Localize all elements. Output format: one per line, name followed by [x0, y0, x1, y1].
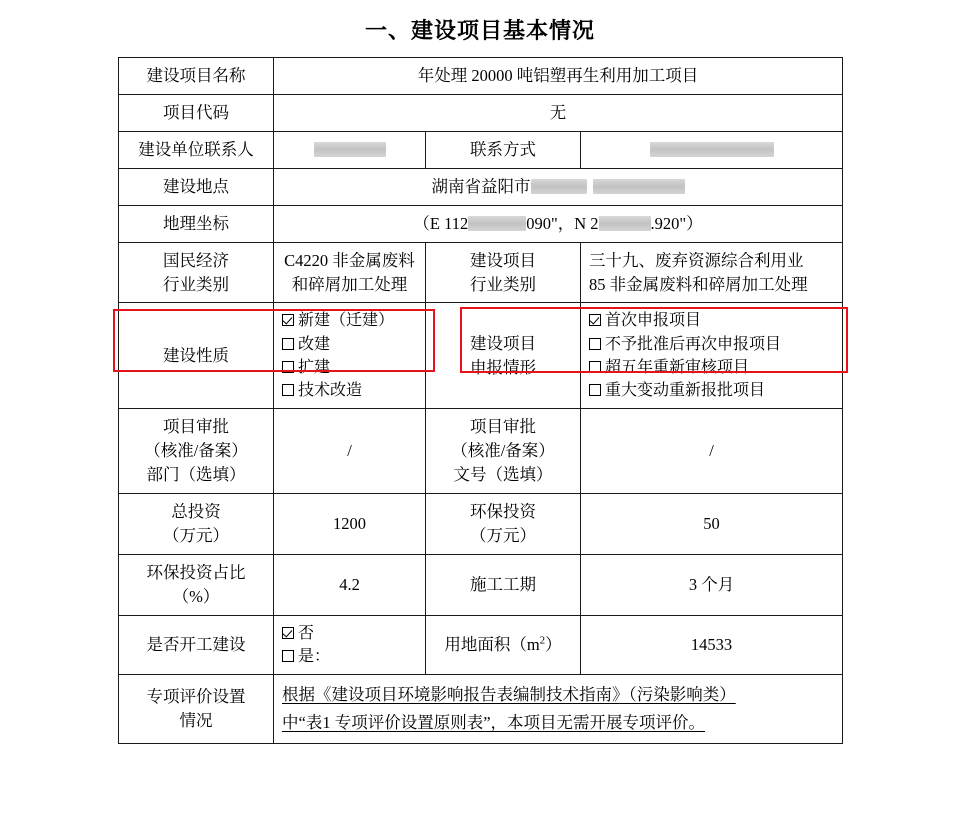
total-investment-line2: （万元）: [163, 525, 229, 545]
table-row: [119, 554, 843, 615]
row-label-project-name: 建设项目名称: [119, 58, 274, 95]
national-industry-label-line2: 行业类别: [163, 274, 229, 294]
row-value-coordinates: [274, 205, 843, 242]
checkbox-icon[interactable]: [282, 384, 294, 396]
declaration-label-line1: 建设项目: [470, 333, 536, 353]
row-label-approval-docnum: [426, 409, 581, 494]
land-area-superscript: 2: [539, 634, 546, 647]
table-row: [119, 205, 843, 242]
total-investment-line1: 总投资: [171, 501, 221, 521]
special-eval-line2: 情况: [179, 711, 213, 731]
env-ratio-line1: 环保投资占比: [146, 562, 246, 582]
row-label-env-ratio: [119, 554, 274, 615]
redaction-bar: [468, 216, 526, 231]
row-value-contact-person: [274, 131, 426, 168]
construction-nature-options: [274, 303, 426, 409]
basic-info-table: [118, 57, 843, 744]
row-value-env-ratio: 4.2: [274, 554, 426, 615]
land-area-suffix: ）: [545, 634, 562, 654]
checkbox-label: 新建（迁建）: [298, 312, 395, 330]
row-label-construction-nature: 建设性质: [119, 303, 274, 409]
row-value-project-name: 年处理 20000 吨铝塑再生利用加工项目: [274, 58, 843, 95]
row-value-project-code: 无: [274, 94, 843, 131]
checkbox-icon[interactable]: [282, 314, 294, 326]
coordinates-suffix: .920"）: [650, 213, 703, 233]
row-value-land-area: 14533: [581, 615, 843, 674]
redaction-bar: [314, 142, 386, 157]
location-text: 湖南省益阳市: [431, 176, 531, 196]
row-label-project-industry: [426, 242, 581, 303]
national-industry-value-line2: 和碎屑加工处理: [291, 274, 408, 294]
row-label-declaration-type: [426, 303, 581, 409]
checkbox-icon[interactable]: [282, 338, 294, 350]
land-area-prefix: 用地面积（m: [444, 634, 540, 654]
row-label-total-investment: [119, 493, 274, 554]
checkbox-option[interactable]: [589, 379, 834, 402]
checkbox-label: 重大变动重新报批项目: [605, 382, 766, 400]
row-label-construction-started: 是否开工建设: [119, 615, 274, 674]
project-industry-value-line2: 85 非金属废料和碎屑加工处理: [589, 274, 808, 294]
redaction-bar: [650, 142, 774, 157]
table-row: [119, 58, 843, 95]
row-label-national-industry: [119, 242, 274, 303]
checkbox-option[interactable]: [282, 379, 417, 402]
approval-doc-line1: 项目审批: [470, 417, 536, 437]
project-industry-label-line2: 行业类别: [470, 274, 536, 294]
checkbox-icon[interactable]: [282, 361, 294, 373]
checkbox-option[interactable]: [282, 356, 417, 379]
row-label-contact-method: 联系方式: [426, 131, 581, 168]
approval-dept-line3: 部门（选填）: [146, 465, 246, 485]
checkbox-icon[interactable]: [282, 627, 294, 639]
checkbox-label: 技术改造: [298, 382, 363, 400]
table-row: [119, 409, 843, 494]
redaction-bar: [593, 179, 685, 194]
checkbox-icon[interactable]: [589, 314, 601, 326]
table-row: [119, 303, 843, 409]
row-value-approval-department: /: [274, 409, 426, 494]
checkbox-label: 是：: [298, 647, 331, 665]
checkbox-option[interactable]: [589, 333, 834, 356]
env-investment-line2: （万元）: [470, 525, 536, 545]
row-value-env-investment: 50: [581, 493, 843, 554]
checkbox-option[interactable]: [282, 309, 417, 332]
row-label-special-evaluation: [119, 675, 274, 744]
env-investment-line1: 环保投资: [470, 501, 536, 521]
row-label-project-code: 项目代码: [119, 94, 274, 131]
checkbox-label: 扩建: [298, 358, 331, 376]
row-label-land-area: [426, 615, 581, 674]
checkbox-icon[interactable]: [589, 338, 601, 350]
checkbox-option[interactable]: [589, 309, 834, 332]
checkbox-label: 首次申报项目: [605, 312, 702, 330]
national-industry-label-line1: 国民经济: [163, 250, 229, 270]
row-label-construction-period: 施工工期: [426, 554, 581, 615]
declaration-type-options: [581, 303, 843, 409]
row-label-coordinates: 地理坐标: [119, 205, 274, 242]
project-industry-value-line1: 三十九、废弃资源综合利用业: [589, 250, 804, 270]
coordinates-mid: 090"，N 2: [526, 213, 599, 233]
row-value-construction-period: 3 个月: [581, 554, 843, 615]
row-value-location: [274, 168, 843, 205]
checkbox-option[interactable]: [589, 356, 834, 379]
special-eval-value-line2: 中“表1 专项评价设置原则表”，本项目无需开展专项评价。: [282, 713, 706, 733]
row-value-national-industry: [274, 242, 426, 303]
table-row: [119, 675, 843, 744]
declaration-label-line2: 申报情形: [470, 357, 536, 377]
row-value-special-evaluation: [274, 675, 843, 744]
checkbox-icon[interactable]: [282, 650, 294, 662]
checkbox-icon[interactable]: [589, 384, 601, 396]
row-label-env-investment: [426, 493, 581, 554]
checkbox-label: 否: [298, 624, 315, 642]
approval-dept-line2: （核准/备案）: [144, 441, 248, 461]
redaction-bar: [531, 179, 587, 194]
row-value-project-industry: [581, 242, 843, 303]
checkbox-option[interactable]: [282, 645, 417, 668]
checkbox-option[interactable]: [282, 333, 417, 356]
row-value-approval-docnum: /: [581, 409, 843, 494]
row-label-contact-person: 建设单位联系人: [119, 131, 274, 168]
project-industry-label-line1: 建设项目: [470, 250, 536, 270]
national-industry-value-line1: C4220 非金属废料: [284, 250, 415, 270]
checkbox-label: 超五年重新审核项目: [605, 358, 750, 376]
basic-info-table-wrapper: [118, 57, 842, 744]
coordinates-prefix: （E 112: [413, 213, 469, 233]
table-row-industry: [119, 242, 843, 303]
table-row: [119, 493, 843, 554]
construction-started-options: [274, 615, 426, 674]
checkbox-option[interactable]: [282, 622, 417, 645]
special-eval-value-line1: 根据《建设项目环境影响报告表编制技术指南》（污染影响类）: [282, 685, 736, 705]
table-row: [119, 131, 843, 168]
checkbox-label: 改建: [298, 335, 331, 353]
redaction-bar: [599, 216, 651, 231]
row-value-contact-method: [581, 131, 843, 168]
page-title: 一、建设项目基本情况: [364, 18, 595, 43]
table-row: [119, 168, 843, 205]
table-row: [119, 94, 843, 131]
special-eval-line1: 专项评价设置: [146, 687, 246, 707]
checkbox-label: 不予批准后再次申报项目: [605, 335, 782, 353]
row-label-approval-department: [119, 409, 274, 494]
row-label-location: 建设地点: [119, 168, 274, 205]
checkbox-icon[interactable]: [589, 361, 601, 373]
table-row: [119, 615, 843, 674]
approval-doc-line2: （核准/备案）: [451, 441, 555, 461]
approval-doc-line3: 文号（选填）: [453, 465, 553, 485]
row-value-total-investment: 1200: [274, 493, 426, 554]
env-ratio-line2: （%）: [172, 586, 220, 606]
approval-dept-line1: 项目审批: [163, 417, 229, 437]
